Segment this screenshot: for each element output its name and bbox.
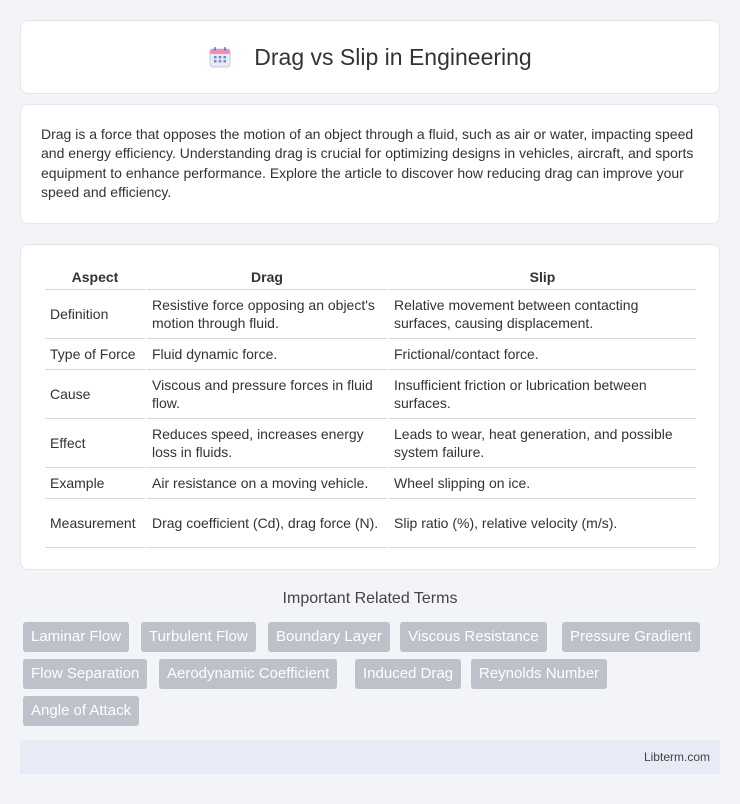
cell-aspect: Cause: [45, 370, 145, 419]
tag-induced-drag[interactable]: Induced Drag: [355, 659, 461, 689]
footer: [20, 740, 720, 774]
cell-drag: Air resistance on a moving vehicle.: [147, 468, 387, 499]
table-row: [45, 468, 696, 499]
cell-slip: Leads to wear, heat generation, and possible system failure.: [389, 419, 696, 468]
cell-drag: Reduces speed, increases energy loss in fluids.: [147, 419, 387, 468]
column-header-slip: Slip: [389, 265, 696, 290]
footer-site-link[interactable]: Libterm.com: [643, 750, 710, 764]
page-title: Drag vs Slip in Engineering: [254, 43, 532, 70]
intro-card: [20, 104, 720, 224]
comparison-table-card: [20, 244, 720, 570]
cell-aspect: Definition: [45, 290, 145, 339]
tag-aerodynamic-coefficient[interactable]: Aerodynamic Coefficient: [159, 659, 337, 689]
tag-pressure-gradient[interactable]: Pressure Gradient: [562, 622, 700, 652]
cell-slip: Slip ratio (%), relative velocity (m/s).: [389, 499, 696, 548]
table-row: [45, 290, 696, 339]
table-row: [45, 499, 696, 548]
column-header-aspect: Aspect: [45, 265, 145, 290]
tag-viscous-resistance[interactable]: Viscous Resistance: [400, 622, 547, 652]
tag-boundary-layer[interactable]: Boundary Layer: [268, 622, 390, 652]
cell-aspect: Measurement: [45, 499, 145, 548]
column-header-drag: Drag: [147, 265, 387, 290]
table-row: [45, 370, 696, 419]
cell-drag: Viscous and pressure forces in fluid flow.: [147, 370, 387, 419]
cell-aspect: Effect: [45, 419, 145, 468]
cell-drag: Fluid dynamic force.: [147, 339, 387, 370]
comparison-table: [43, 265, 698, 548]
cell-slip: Wheel slipping on ice.: [389, 468, 696, 499]
tag-angle-of-attack[interactable]: Angle of Attack: [23, 696, 139, 726]
table-row: [45, 339, 696, 370]
tag-laminar-flow[interactable]: Laminar Flow: [23, 622, 129, 652]
cell-slip: Insufficient friction or lubrication between surfaces.: [389, 370, 696, 419]
tag-flow-separation[interactable]: Flow Separation: [23, 659, 147, 689]
tag-turbulent-flow[interactable]: Turbulent Flow: [141, 622, 256, 652]
calendar-icon: [208, 45, 232, 69]
cell-aspect: Example: [45, 468, 145, 499]
cell-drag: Resistive force opposing an object's motion through fluid.: [147, 290, 387, 339]
related-terms-title: Important Related Terms: [282, 590, 458, 607]
cell-drag: Drag coefficient (Cd), drag force (N).: [147, 499, 387, 548]
intro-text: Drag is a force that opposes the motion of an object through a fluid, such as air or water, impacting speed and energy efficiency. Understanding drag is crucial for optimizing designs in vehicles, aircraft, and sports equipment to enhance performance. Explore the article to discover how reducing drag can improve your speed and efficiency.: [41, 126, 694, 200]
table-header-row: [45, 265, 696, 290]
cell-slip: Frictional/contact force.: [389, 339, 696, 370]
cell-aspect: Type of Force: [45, 339, 145, 370]
tag-reynolds-number[interactable]: Reynolds Number: [471, 659, 607, 689]
table-row: [45, 419, 696, 468]
cell-slip: Relative movement between contacting surfaces, causing displacement.: [389, 290, 696, 339]
header-card: [20, 20, 720, 94]
